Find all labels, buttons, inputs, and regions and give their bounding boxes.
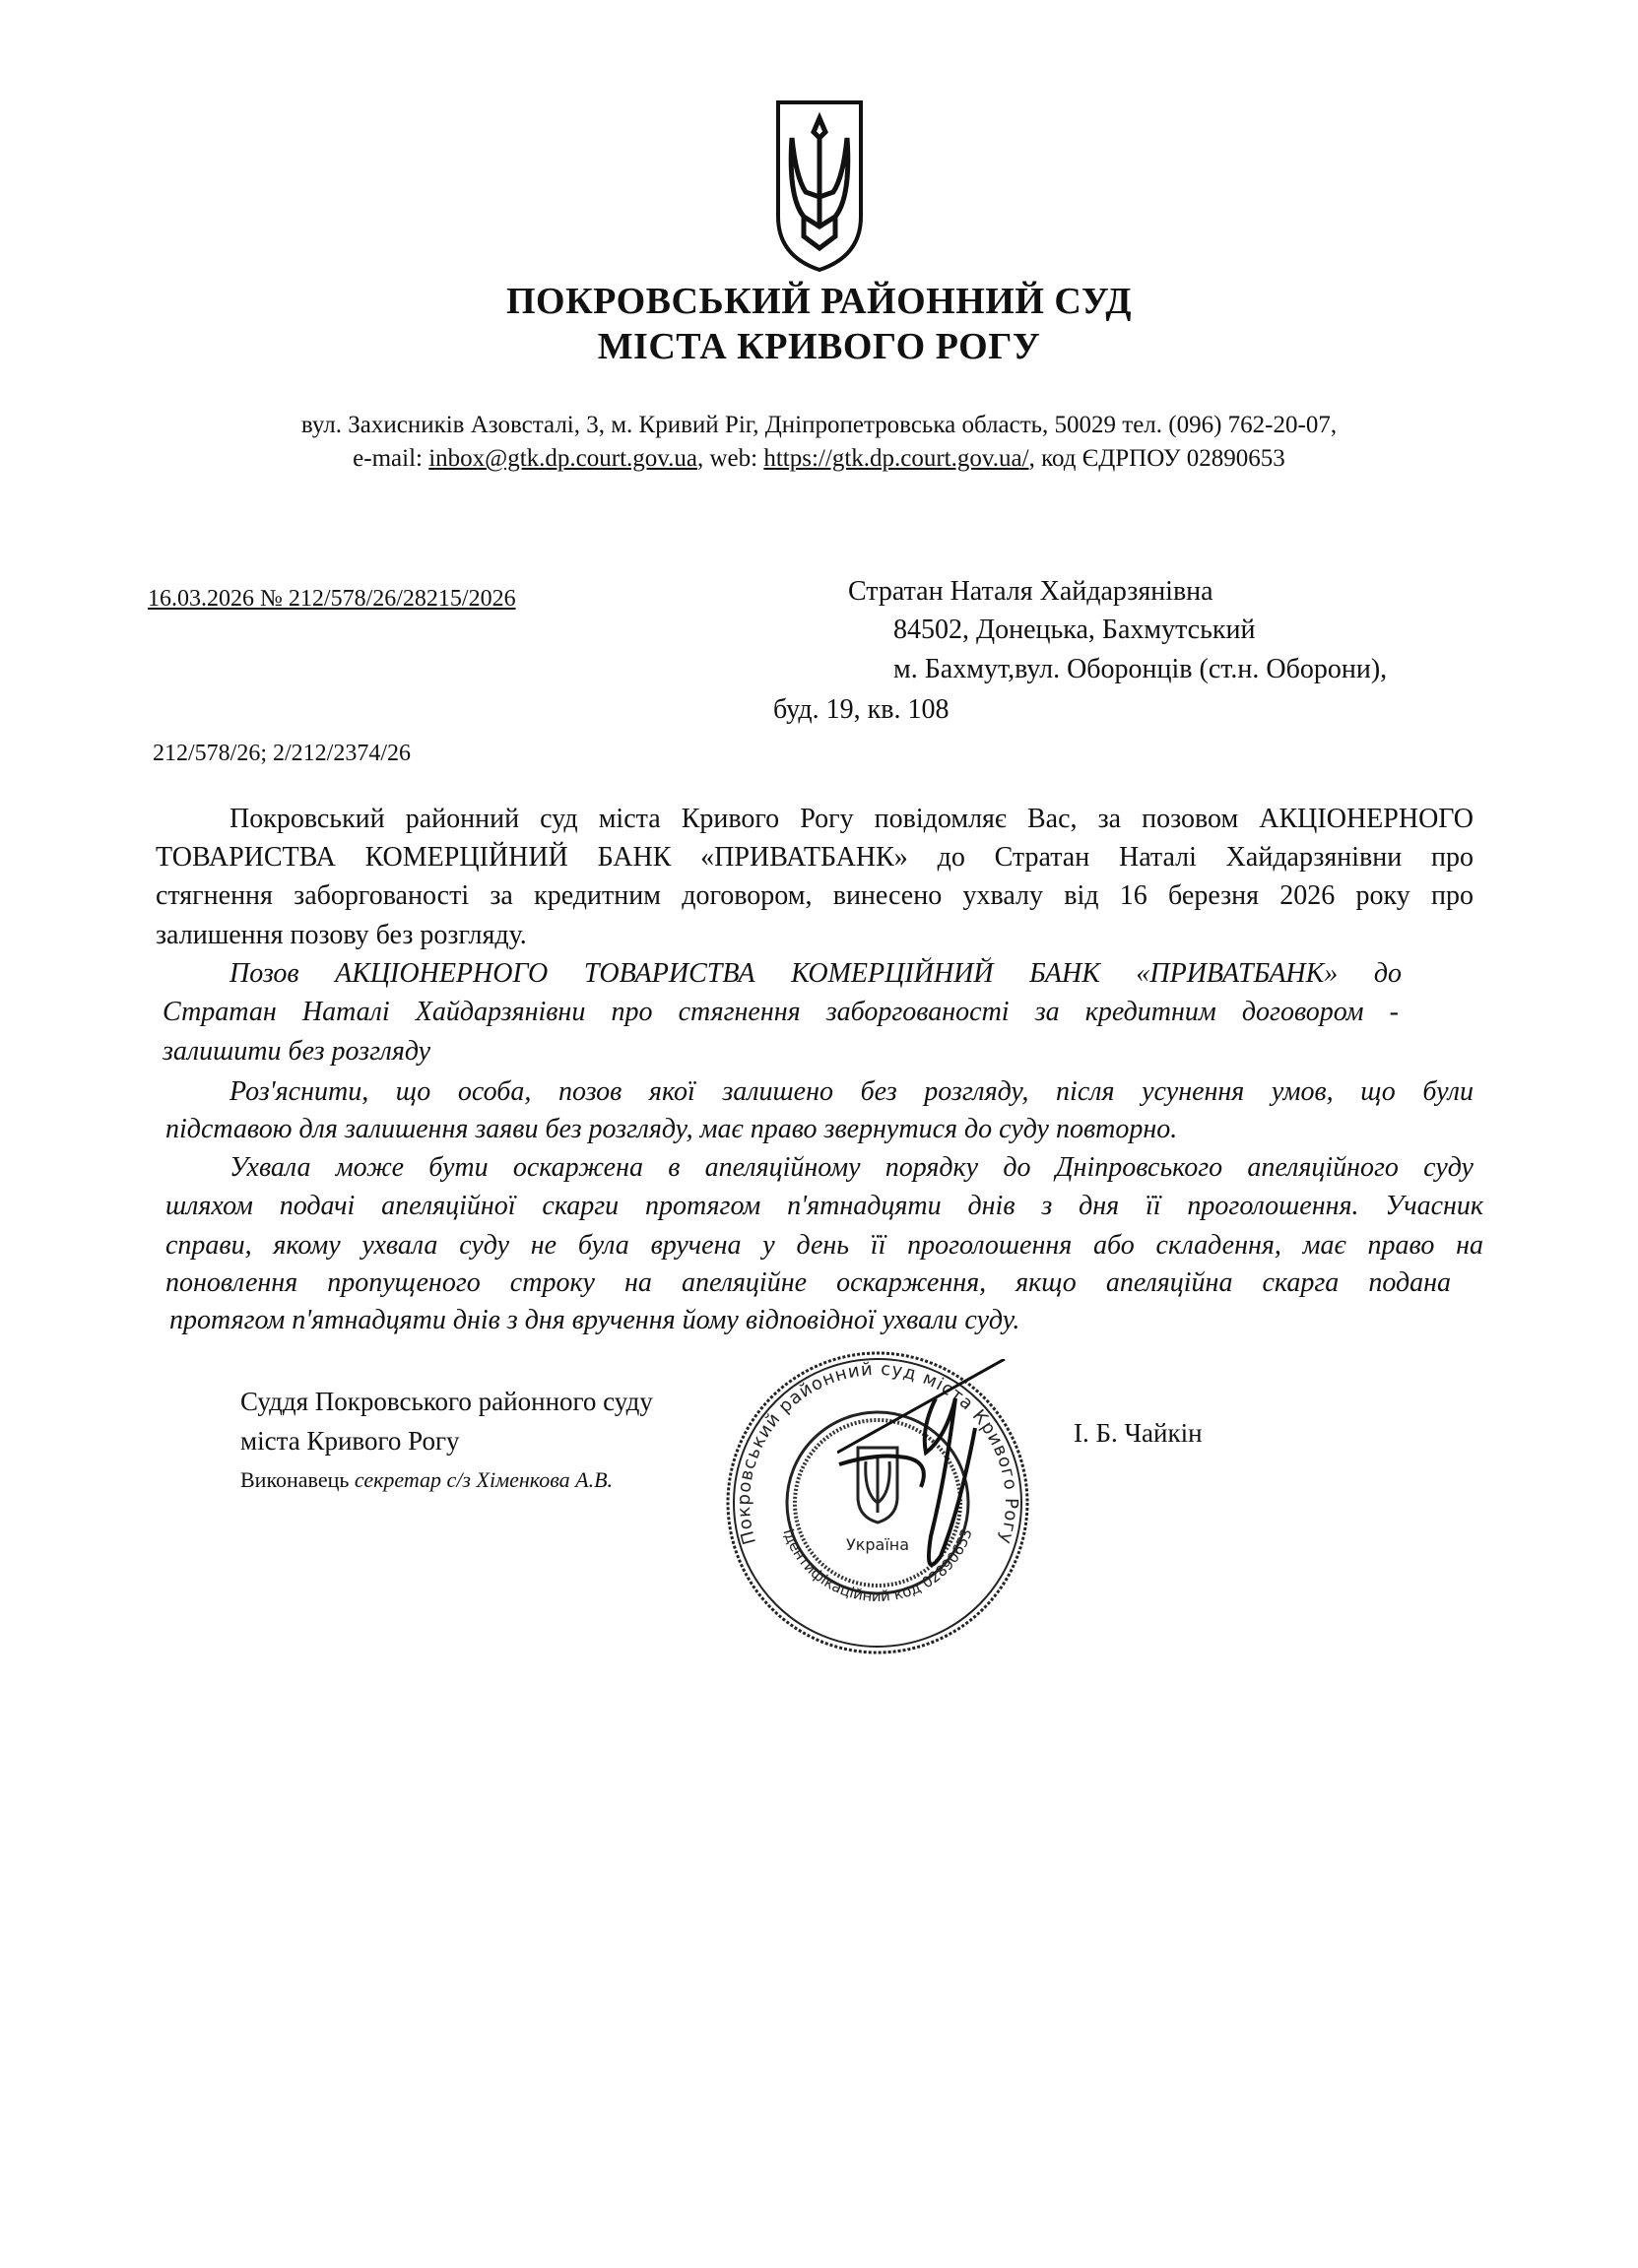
text-line: шляхом подачі апеляційної скарги протягом п'ятнадцяти днів з дня її проголошення. Учасник xyxy=(165,1191,1483,1221)
web-link[interactable]: https://gtk.dp.court.gov.ua/ xyxy=(763,445,1029,472)
court-name-line2: МІСТА КРИВОГО РОГУ xyxy=(597,326,1041,367)
coat-of-arms-icon xyxy=(774,98,865,279)
stamp-outer-text: Покровський районний суд міста Кривого Рогу xyxy=(733,1358,1022,1547)
stamp-inner-text: Ідентифікаційний код 02890653 xyxy=(779,1525,976,1606)
text-line: підставою для залишення заяви без розгляду, має право звернутися до суду повторно. xyxy=(165,1114,1178,1144)
text-line: ТОВАРИСТВА КОМЕРЦІЙНИЙ БАНК «ПРИВАТБАНК» до Стратан Наталі Хайдарзянівни про xyxy=(156,842,1474,873)
executor-name: секретар с/з Хіменкова А.В. xyxy=(354,1467,614,1492)
case-references: 212/578/26; 2/212/2374/26 xyxy=(153,741,412,766)
text-line: Стратан Наталі Хайдарзянівни про стягнення заборгованості за кредитним договором - xyxy=(163,997,1399,1027)
web-label: , web: xyxy=(697,445,764,472)
recipient-address-line: 84502, Донецька, Бахмутський xyxy=(893,615,1256,645)
outgoing-date-number: 16.03.2026 № 212/578/26/28215/2026 xyxy=(148,586,516,612)
text-line: Покровський районний суд міста Кривого Рогу повідомляє Вас, за позовом АКЦІОНЕРНОГО xyxy=(229,804,1474,834)
text-line: справи, якому ухвала суду не була вручена у день її проголошення або складення, має право на xyxy=(165,1230,1483,1261)
text-line: Позов АКЦІОНЕРНОГО ТОВАРИСТВА КОМЕРЦІЙНИЙ БАНК «ПРИВАТБАНК» до xyxy=(229,958,1402,989)
handwritten-signature xyxy=(837,1359,1054,1600)
stamp-country: Україна xyxy=(845,1535,910,1554)
text-line: Роз'яснити, що особа, позов якої залишено без розгляду, після усунення умов, що були xyxy=(229,1076,1474,1107)
recipient-address-line: буд. 19, кв. 108 xyxy=(773,694,950,725)
edrpou: , код ЄДРПОУ 02890653 xyxy=(1028,445,1285,472)
text-line: залишення позову без розгляду. xyxy=(156,920,527,950)
court-address: вул. Захисників Азовсталі, 3, м. Кривий Ріг, Дніпропетровська область, 50029 тел. (096) 762-20-07, xyxy=(300,412,1338,438)
text-line: стягнення заборгованості за кредитним договором, винесено ухвалу від 16 березня 2026 року про xyxy=(156,880,1474,911)
judge-position: Суддя Покровського районного суду xyxy=(240,1387,653,1416)
recipient-address-line: м. Бахмут,вул. Оборонців (ст.н. Оборони), xyxy=(893,654,1388,684)
executor-label: Виконавець xyxy=(240,1467,350,1492)
court-name-line1: ПОКРОВСЬКИЙ РАЙОННИЙ СУД xyxy=(505,281,1133,322)
text-line: поновлення пропущеного строку на апеляційне оскарження, якщо апеляційна скарга подана xyxy=(165,1267,1451,1298)
email-label: e-mail: xyxy=(353,445,429,472)
court-contacts xyxy=(0,445,1638,473)
text-line: залишити без розгляду xyxy=(163,1036,431,1067)
text-line: протягом п'ятнадцяти днів з дня вручення йому відповідної ухвали суду. xyxy=(169,1305,1020,1335)
recipient-name: Стратан Наталя Хайдарзянівна xyxy=(848,576,1213,607)
judge-court: міста Кривого Рогу xyxy=(240,1426,460,1456)
executor-line xyxy=(240,1467,613,1493)
text-line: Ухвала може бути оскаржена в апеляційному порядку до Дніпровського апеляційного суду xyxy=(229,1152,1474,1183)
email-link[interactable]: inbox@gtk.dp.court.gov.ua xyxy=(428,445,697,472)
judge-name: І. Б. Чайкін xyxy=(1074,1418,1203,1448)
